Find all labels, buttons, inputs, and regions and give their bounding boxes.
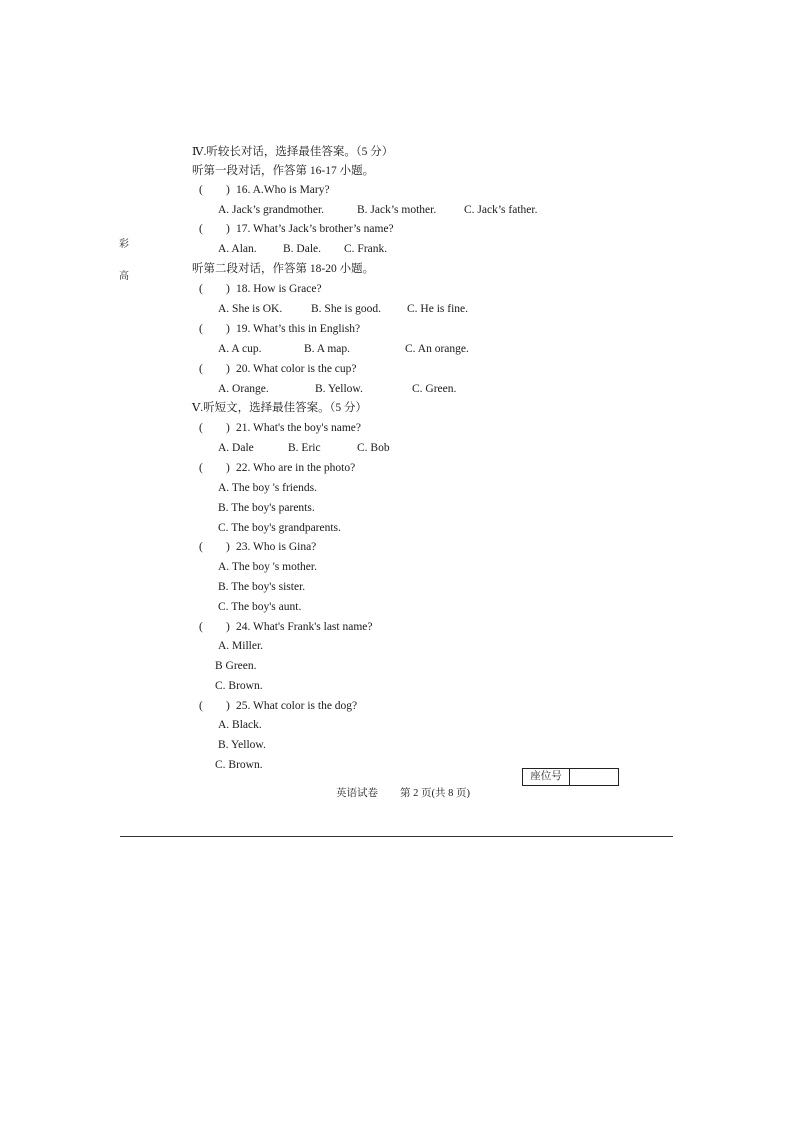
q25-option-a: A. Black.: [218, 719, 262, 731]
q25-paren-right: ): [226, 700, 230, 712]
q18-option-a: A. She is OK.: [218, 303, 283, 315]
q22-option-a: A. The boy 's friends.: [218, 482, 317, 494]
margin-char-1: 彩: [119, 239, 129, 250]
q18-stem: 18. How is Grace?: [236, 283, 322, 295]
q16-paren-left: (: [199, 184, 203, 196]
q16-option-c: C. Jack’s father.: [464, 204, 538, 216]
q21-paren-right: ): [226, 422, 230, 434]
margin-char-2: 高: [119, 271, 129, 282]
q20-option-c: C. Green.: [412, 383, 457, 395]
q25-paren-left: (: [199, 700, 203, 712]
q16-stem: 16. A.Who is Mary?: [236, 184, 330, 196]
q18-paren-right: ): [226, 283, 230, 295]
q19-option-b: B. A map.: [304, 343, 351, 355]
q22-paren-left: (: [199, 462, 203, 474]
seat-number-label: 座位号: [523, 769, 570, 785]
footer-subject: 英语试卷: [336, 788, 378, 799]
section-4-part1-instruction: 听第一段对话，作答第 16-17 小题。: [192, 165, 375, 177]
q21-option-a: A. Dale: [218, 442, 254, 454]
q22-stem: 22. Who are in the photo?: [236, 462, 356, 474]
q23-paren-left: (: [199, 541, 203, 553]
q18-paren-left: (: [199, 283, 203, 295]
section-4-title: Ⅳ.听较长对话，选择最佳答案。（5 分）: [192, 146, 394, 158]
q23-stem: 23. Who is Gina?: [236, 541, 317, 553]
q17-paren-right: ): [226, 223, 230, 235]
section-5-title: Ⅴ.听短文，选择最佳答案。（5 分）: [192, 402, 368, 414]
q22-paren-right: ): [226, 462, 230, 474]
q20-paren-left: (: [199, 363, 203, 375]
q21-option-c: C. Bob: [357, 442, 390, 454]
q19-paren-left: (: [199, 323, 203, 335]
q17-option-c: C. Frank.: [344, 243, 388, 255]
q17-paren-left: (: [199, 223, 203, 235]
q17-option-b: B. Dale.: [283, 243, 322, 255]
q20-option-a: A. Orange.: [218, 383, 269, 395]
q16-paren-right: ): [226, 184, 230, 196]
q16-option-a: A. Jack’s grandmother.: [218, 204, 325, 216]
q23-option-a: A. The boy 's mother.: [218, 561, 317, 573]
q25-option-c: C. Brown.: [215, 759, 263, 771]
seat-number-box: [522, 768, 619, 786]
q23-paren-right: ): [226, 541, 230, 553]
q23-option-b: B. The boy's sister.: [218, 581, 306, 593]
q21-option-b: B. Eric: [288, 442, 321, 454]
seat-number-field[interactable]: [570, 769, 618, 785]
q17-option-a: A. Alan.: [218, 243, 257, 255]
q22-option-b: B. The boy's parents.: [218, 502, 315, 514]
q19-option-c: C. An orange.: [405, 343, 469, 355]
q16-option-b: B. Jack’s mother.: [357, 204, 437, 216]
q18-option-c: C. He is fine.: [407, 303, 469, 315]
page-bottom-rule: [120, 836, 673, 837]
q19-paren-right: ): [226, 323, 230, 335]
q24-option-b: B Green.: [215, 660, 257, 672]
q24-stem: 24. What's Frank's last name?: [236, 621, 373, 633]
q20-stem: 20. What color is the cup?: [236, 363, 357, 375]
q24-paren-left: (: [199, 621, 203, 633]
q18-option-b: B. She is good.: [311, 303, 381, 315]
footer-page-number: 第 2 页(共 8 页): [400, 788, 470, 799]
q21-stem: 21. What's the boy's name?: [236, 422, 361, 434]
q24-option-a: A. Miller.: [218, 640, 264, 652]
q17-stem: 17. What’s Jack’s brother’s name?: [236, 223, 394, 235]
q19-stem: 19. What’s this in English?: [236, 323, 361, 335]
q24-option-c: C. Brown.: [215, 680, 263, 692]
q25-stem: 25. What color is the dog?: [236, 700, 358, 712]
q24-paren-right: ): [226, 621, 230, 633]
q23-option-c: C. The boy's aunt.: [218, 601, 302, 613]
q20-paren-right: ): [226, 363, 230, 375]
q20-option-b: B. Yellow.: [315, 383, 363, 395]
section-4-part2-instruction: 听第二段对话，作答第 18-20 小题。: [192, 263, 375, 275]
q21-paren-left: (: [199, 422, 203, 434]
q25-option-b: B. Yellow.: [218, 739, 266, 751]
q22-option-c: C. The boy's grandparents.: [218, 522, 341, 534]
q19-option-a: A. A cup.: [218, 343, 262, 355]
